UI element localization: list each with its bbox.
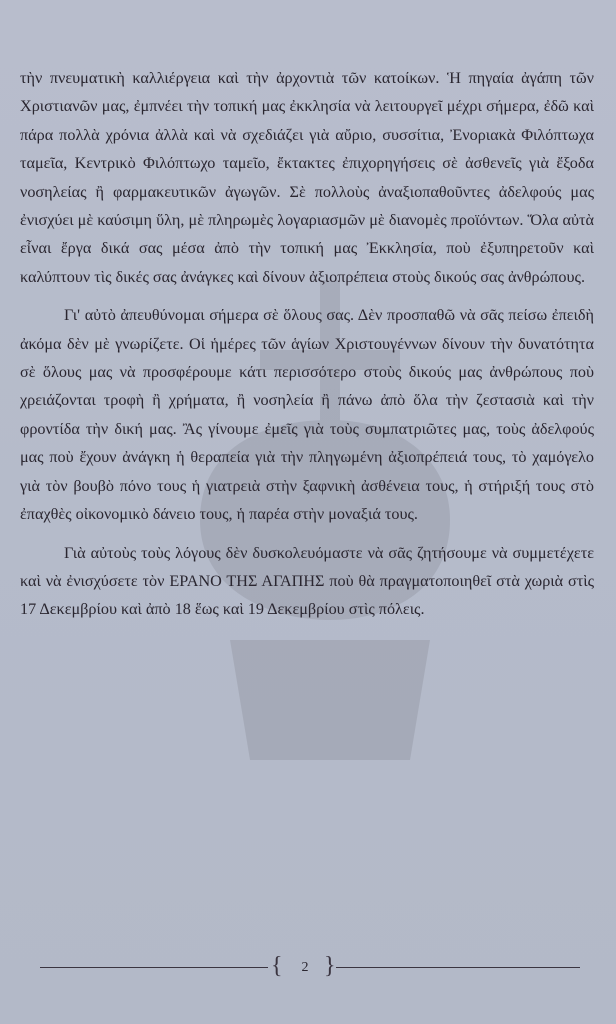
page-number: 2 xyxy=(301,960,309,975)
left-brace-ornament: { xyxy=(271,953,283,979)
right-brace-ornament: } xyxy=(324,953,336,979)
paragraph-1: τὴν πνευματικὴ καλλιέργεια καὶ τὴν ἀρχοντιὰ τῶν κατοίκων. Ἡ πηγαία ἀγάπη τῶν Χριστιανῶν μας, ἐμπνέει τὴν τοπική μας ἐκκλησία νὰ λειτουργεῖ μέχρι σήμερα, ἐδῶ καὶ πάρα πολλὰ χρόνια ἀλλὰ καὶ νὰ σχεδιάζει γιὰ αὔριο, συσσίτια, Ἐνοριακὰ Φιλόπτωχα ταμεῖα, Κεντρικὸ Φιλόπτωχο ταμεῖο, ἔκτακτες ἐπιχορηγήσεις σὲ ἀσθενεῖς γιὰ ἔξοδα νοσηλείας ἢ φαρμακευτικῶν ἀγωγῶν. Σὲ πολλοὺς ἀναξιοπαθοῦντες ἀδελφούς μας ἐνισχύει μὲ καύσιμη ὕλη, μὲ πληρωμὲς λογαριασμῶν μὲ διανομὲς προϊόντων. Ὅλα αὐτὰ εἶναι ἔργα δικά σας μέσα ἀπὸ τὴν τοπική μας Ἐκκλησία, ποὺ ἐξυπηρετοῦν καὶ καλύπτουν τὶς δικές σας ἀνάγκες καὶ δίνουν ἀξιοπρέπεια στοὺς δικούς σας ἀνθρώπους. xyxy=(20,69,594,286)
body-text xyxy=(20,64,594,634)
footer-rule-right xyxy=(336,967,580,968)
paragraph-3: Γιὰ αὐτοὺς τοὺς λόγους δὲν δυσκολευόμαστε νὰ σᾶς ζητήσουμε νὰ συμμετέχετε καὶ νὰ ἐνισχύσετε τὸν ΕΡΑΝΟ ΤΗΣ ΑΓΑΠΗΣ ποὺ θὰ πραγματοποιηθεῖ στὰ χωριὰ στὶς 17 Δεκεμβρίου καὶ ἀπὸ 18 ἕως καὶ 19 Δεκεμβρίου στὶς πόλεις. xyxy=(20,543,594,619)
paragraph-2: Γι' αὐτὸ ἀπευθύνομαι σήμερα σὲ ὅλους σας. Δὲν προσπαθῶ νὰ σᾶς πείσω ἐπειδὴ ἀκόμα δὲν μὲ γνωρίζετε. Οἱ ἡμέρες τῶν ἁγίων Χριστουγέννων δίνουν τὴν δυνατότητα σὲ ὅλους μας νὰ προσφέρουμε κάτι περισσότερο στοὺς δικούς μας ἀνθρώπους ποὺ χρειάζονται τροφὴ ἢ χρήματα, ἢ νοσηλεία ἢ πάνω ἀπὸ ὅλα τὴν ζεστασιὰ καὶ τὴν φροντίδα τὴν δική μας. Ἂς γίνουμε ἐμεῖς γιὰ τοὺς συμπατριῶτες μας, τοὺς ἀδελφούς μας ποὺ ἔχουν ἀνάγκη ἡ θεραπεία γιὰ τὴν πληγωμένη ἀξιοπρέπειά τους, τὸ χαμόγελο γιὰ τὸν βουβὸ πόνο τους ἡ γιατρειὰ στὴν ξαφνικὴ ἀσθένεια τους, ἡ στήριξή τους στὸ ἐπαχθὲς οἰκονομικὸ δάνειο τους, ἡ παρέα στὴν μοναξιά τους. xyxy=(20,306,594,524)
footer-rule-left xyxy=(40,967,268,968)
page-footer xyxy=(40,955,580,981)
